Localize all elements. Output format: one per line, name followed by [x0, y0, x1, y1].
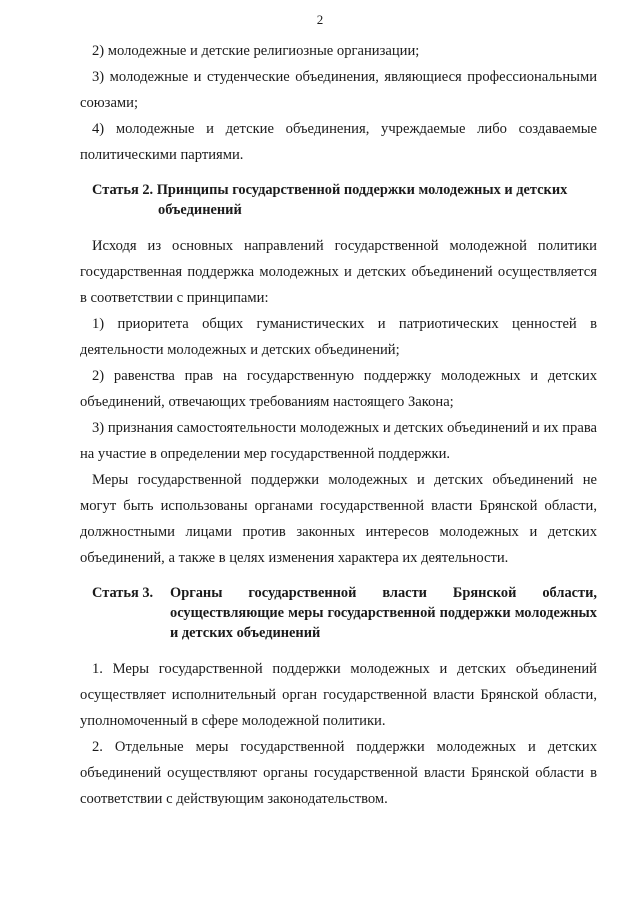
article-3-title: Органы государственной власти Брянской области, осуществляющие меры государственной поддержки молодежных и детских объединений [170, 585, 597, 641]
article-3-heading [80, 583, 597, 643]
article-2-paragraph: Меры государственной поддержки молодежных и детских объединений не могут быть использованы органами государственной власти Брянской области, должностными лицами против законных интересов молодежных и детских объединений, а также в целях изменения характера их деятельности. [80, 472, 597, 566]
document-body [80, 38, 597, 812]
article-2-principle-2: 2) равенства прав на государственную поддержку молодежных и детских объединений, отвечающих требованиям настоящего Закона; [80, 368, 597, 410]
article-2-title: Статья 2. Принципы государственной поддержки молодежных и детских [92, 182, 568, 198]
article-2-principle-1: 1) приоритета общих гуманистических и патриотических ценностей в деятельности молодежных и детских объединений; [80, 316, 597, 358]
article-2-paragraph: Исходя из основных направлений государственной молодежной политики государственная поддержка молодежных и детских объединений осуществляется в соответствии с принципами: [80, 238, 597, 306]
article-2-title-continuation: объединений [158, 202, 242, 218]
article-3-number: Статья 3. [92, 585, 154, 601]
list-item-4: 4) молодежные и детские объединения, учреждаемые либо создаваемые политическими партиями. [80, 121, 597, 163]
article-3-paragraph-1: 1. Меры государственной поддержки молодежных и детских объединений осуществляет исполнительный орган государственной власти Брянской области, уполномоченный в сфере молодежной политики. [80, 661, 597, 729]
list-item-3: 3) молодежные и студенческие объединения, являющиеся профессиональными союзами; [80, 69, 597, 111]
page-number: 2 [316, 12, 324, 27]
article-3-paragraph-2: 2. Отдельные меры государственной поддержки молодежных и детских объединений осуществляют органы государственной власти Брянской области в соответствии с действующим законодательством. [80, 739, 597, 807]
list-item-2: 2) молодежные и детские религиозные организации; [92, 43, 420, 59]
article-2-heading [80, 180, 597, 220]
article-2-principle-3: 3) признания самостоятельности молодежных и детских объединений и их права на участие в определении мер государственной поддержки. [80, 420, 597, 462]
